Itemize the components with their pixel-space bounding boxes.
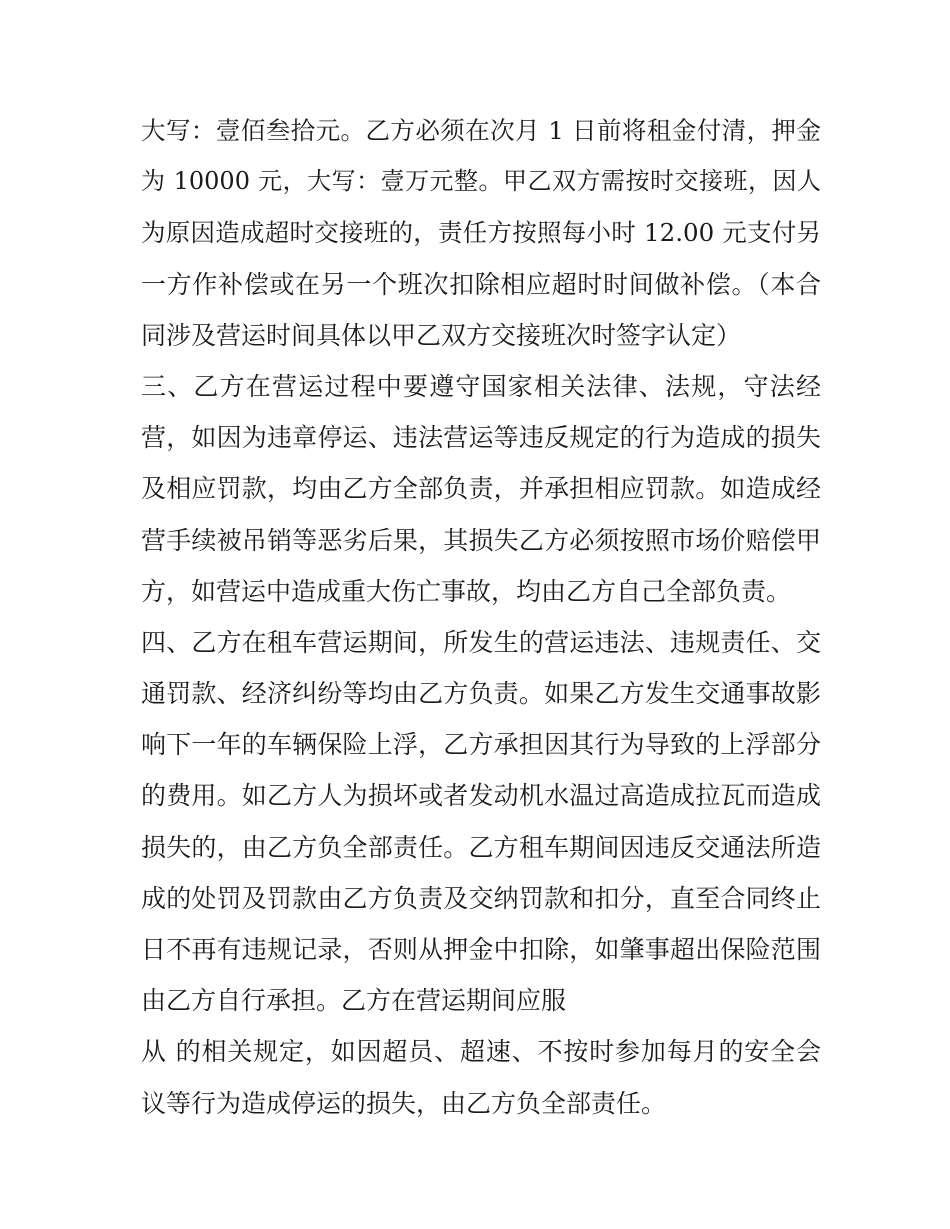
text-line-12: 通罚款、经济纠纷等均由乙方负责。如果乙方发生交通事故影 — [141, 679, 821, 709]
text-line-13: 响下一年的车辆保险上浮，乙方承担因其行为导致的上浮部分 — [141, 730, 821, 760]
contract-text — [141, 105, 821, 1129]
text-line-20: 议等行为造成停运的损失，由乙方负全部责任。 — [141, 1088, 667, 1118]
text-line-6: 三、乙方在营运过程中要遵守国家相关法律、法规，守法经 — [141, 371, 821, 401]
text-line-4: 一方作补偿或在另一个班次扣除相应超时时间做补偿。（本合 — [141, 269, 821, 299]
text-line-10: 方，如营运中造成重大伤亡事故，均由乙方自己全部负责。 — [141, 576, 792, 606]
text-line-2: 为 10000 元，大写：壹万元整。甲乙双方需按时交接班，因人 — [141, 167, 821, 196]
text-line-8: 及相应罚款，均由乙方全部负责，并承担相应罚款。如造成经 — [141, 474, 821, 504]
text-line-11: 四、乙方在租车营运期间，所发生的营运违法、违规责任、交 — [141, 627, 821, 657]
text-line-5: 同涉及营运时间具体以甲乙双方交接班次时签字认定） — [141, 320, 742, 350]
text-line-3: 为原因造成超时交接班的，责任方按照每小时 12.00 元支付另 — [141, 218, 821, 248]
text-line-17: 日不再有违规记录，否则从押金中扣除，如肇事超出保险范围 — [141, 935, 821, 964]
text-line-16: 成的处罚及罚款由乙方负责及交纳罚款和扣分，直至合同终止 — [141, 883, 821, 913]
text-line-1: 大写：壹佰叁拾元。乙方必须在次月 1 日前将租金付清，押金 — [141, 116, 821, 145]
text-line-18: 由乙方自行承担。乙方在营运期间应服 — [141, 986, 567, 1016]
text-line-15: 损失的，由乙方负全部责任。乙方租车期间因违反交通法所造 — [141, 832, 821, 862]
text-line-7: 营，如因为违章停运、违法营运等违反规定的行为造成的损失 — [141, 423, 821, 453]
text-line-9: 营手续被吊销等恶劣后果，其损失乙方必须按照市场价赔偿甲 — [141, 525, 821, 555]
text-line-14: 的费用。如乙方人为损坏或者发动机水温过高造成拉瓦而造成 — [141, 781, 821, 811]
text-line-19: 从 的相关规定，如因超员、超速、不按时参加每月的安全会 — [141, 1037, 821, 1067]
